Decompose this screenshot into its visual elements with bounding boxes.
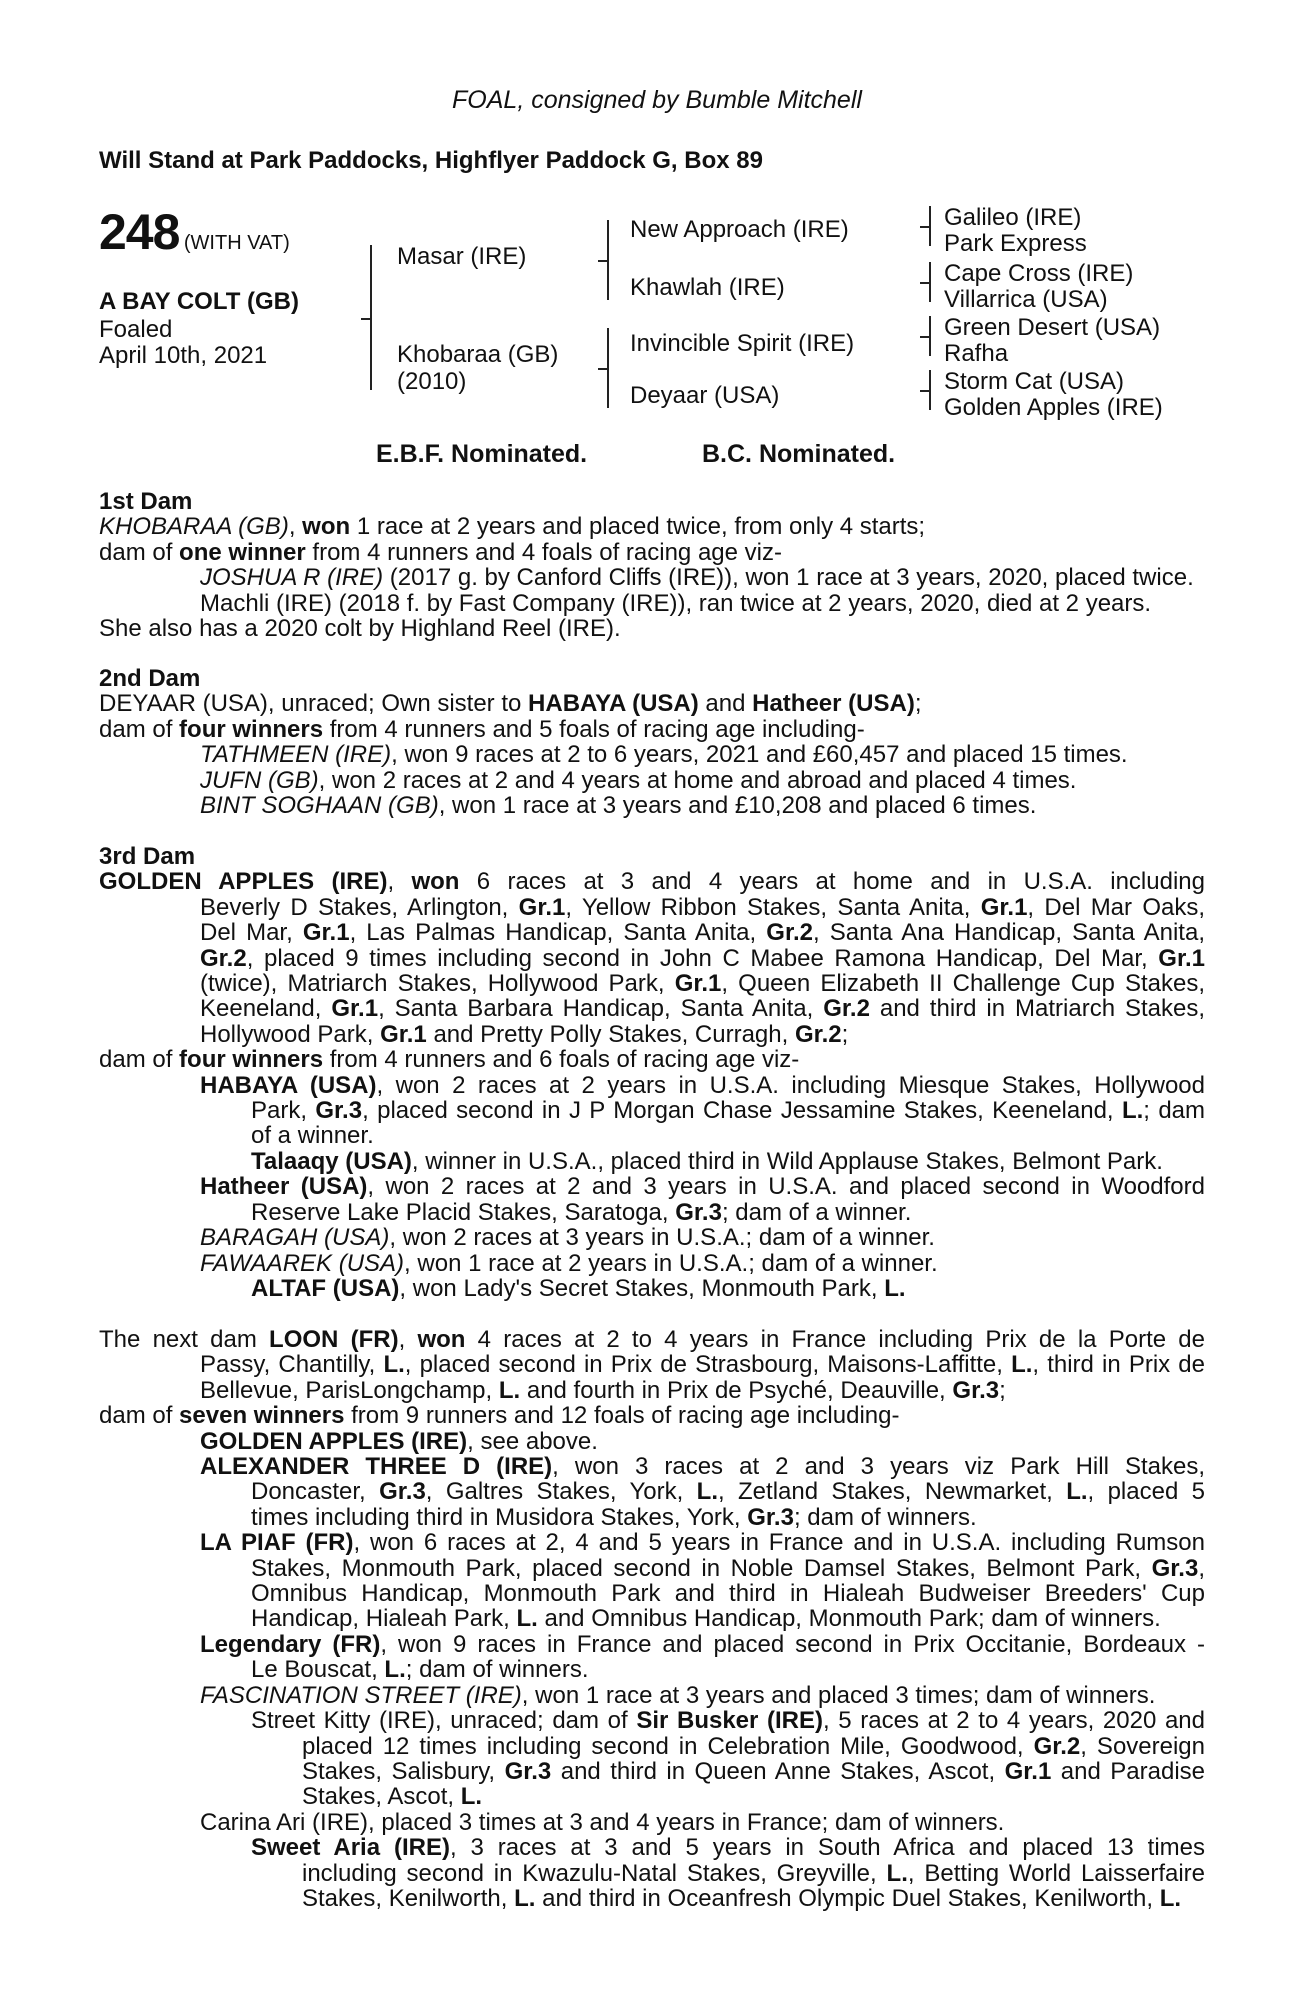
third-dam-hatheer-1: Hatheer (USA), won 2 races at 2 and 3 years in U.S.A. and placed second in Woodford	[200, 1173, 1205, 1201]
pedigree-dam-sire: Invincible Spirit (IRE)	[630, 330, 855, 357]
next-dam-sweet-aria-1: Sweet Aria (IRE), 3 races at 3 and 5 years in South Africa and placed 13 times	[251, 1834, 1205, 1862]
pedigree-ggs-8: Golden Apples (IRE)	[944, 394, 1163, 421]
third-dam-habaya-1: HABAYA (USA), won 2 races at 2 years in U.S.A. including Miesque Stakes, Hollywood	[200, 1071, 1205, 1099]
third-dam-habaya-3: of a winner.	[251, 1122, 374, 1150]
third-dam-golden-apples-7: Hollywood Park, Gr.1 and Pretty Polly Stakes, Curragh, Gr.2;	[200, 1020, 849, 1048]
next-dam-alexander-3: times including third in Musidora Stakes, York, Gr.3; dam of winners.	[251, 1503, 977, 1531]
first-dam-line-3: JOSHUA R (IRE) (2017 g. by Canford Cliffs (IRE)), won 1 race at 3 years, 2020, placed twice.	[200, 564, 1194, 592]
third-dam-golden-apples-5: (twice), Matriarch Stakes, Hollywood Park, Gr.1, Queen Elizabeth II Challenge Cup Stakes,	[200, 970, 1205, 998]
pedigree-ggs-7: Storm Cat (USA)	[944, 368, 1125, 395]
next-dam-street-kitty-2: placed 12 times including second in Celebration Mile, Goodwood, Gr.2, Sovereign	[302, 1732, 1206, 1760]
first-dam-section	[99, 489, 1205, 641]
second-dam-heading: 2nd Dam	[99, 665, 201, 692]
third-dam-golden-apples-3: Del Mar, Gr.1, Las Palmas Handicap, Santa Anita, Gr.2, Santa Ana Handicap, Santa Anita,	[200, 919, 1205, 947]
next-dam-produce-line: dam of seven winners from 9 runners and 12 foals of racing age including-	[99, 1402, 900, 1430]
pedigree-dam-dam: Deyaar (USA)	[630, 382, 780, 409]
second-dam-line-5: BINT SOGHAAN (GB), won 1 race at 3 years and £10,208 and placed 6 times.	[200, 792, 1037, 820]
second-dam-line-4: JUFN (GB), won 2 races at 2 and 4 years at home and abroad and placed 4 times.	[200, 766, 1077, 794]
next-dam-fascination-street: FASCINATION STREET (IRE), won 1 race at 3 years and placed 3 times; dam of winners.	[200, 1681, 1156, 1709]
third-dam-golden-apples-6: Keeneland, Gr.1, Santa Barbara Handicap, Santa Anita, Gr.2 and third in Matriarch Stakes,	[200, 995, 1205, 1023]
pedigree-brace-sire	[607, 220, 609, 300]
pedigree-brace-dam	[607, 328, 609, 408]
next-dam-carina-ari: Carina Ari (IRE), placed 3 times at 3 and 4 years in France; dam of winners.	[200, 1808, 1005, 1836]
third-dam-fawaarek: FAWAAREK (USA), won 1 race at 2 years in U.S.A.; dam of a winner.	[200, 1249, 938, 1277]
pedigree-sire: Masar (IRE)	[397, 243, 527, 270]
third-dam-section	[99, 844, 1205, 1301]
third-dam-hatheer-2: Reserve Lake Placid Stakes, Saratoga, Gr.3; dam of a winner.	[251, 1198, 912, 1226]
foaled-date: April 10th, 2021	[99, 342, 268, 369]
third-dam-talaaqy: Talaaqy (USA), winner in U.S.A., placed third in Wild Applause Stakes, Belmont Park.	[251, 1147, 1163, 1175]
next-dam-la-piaf-1: LA PIAF (FR), won 6 races at 2, 4 and 5 years in France and in U.S.A. including Rumson	[200, 1529, 1205, 1557]
next-dam-street-kitty-1: Street Kitty (IRE), unraced; dam of Sir Busker (IRE), 5 races at 2 to 4 years, 2020 and	[251, 1707, 1205, 1735]
pedigree-brace-ggs3	[929, 316, 931, 356]
stand-location: Will Stand at Park Paddocks, Highflyer Paddock G, Box 89	[99, 147, 763, 174]
next-dam-street-kitty-4: Stakes, Ascot, L.	[302, 1783, 483, 1811]
next-dam-la-piaf-4: Handicap, Hialeah Park, L. and Omnibus Handicap, Monmouth Park; dam of winners.	[251, 1605, 1161, 1633]
next-dam-loon-3: Bellevue, ParisLongchamp, L. and fourth in Prix de Psyché, Deauville, Gr.3;	[200, 1376, 1006, 1404]
pedigree-dam: Khobaraa (GB)	[397, 341, 559, 368]
pedigree-brace-ggs2	[929, 262, 931, 302]
next-dam-legendary-2: Le Bouscat, L.; dam of winners.	[251, 1656, 589, 1684]
pedigree-ggs-3: Cape Cross (IRE)	[944, 260, 1134, 287]
second-dam-section	[99, 666, 1205, 818]
pedigree-ggs-2: Park Express	[944, 230, 1087, 257]
next-dam-la-piaf-3: Omnibus Handicap, Monmouth Park and third in Hialeah Budweiser Breeders' Cup	[251, 1580, 1205, 1608]
third-dam-golden-apples-4: Gr.2, placed 9 times including second in John C Mabee Ramona Handicap, Del Mar, Gr.1	[200, 944, 1205, 972]
first-dam-line-5: She also has a 2020 colt by Highland Reel (IRE).	[99, 615, 621, 643]
next-dam-la-piaf-2: Stakes, Monmouth Park, placed second in Noble Damsel Stakes, Belmont Park, Gr.3,	[251, 1554, 1205, 1582]
third-dam-golden-apples-1: GOLDEN APPLES (IRE), won 6 races at 3 and 4 years at home and in U.S.A. including	[99, 868, 1205, 896]
pedigree-sire-dam: Khawlah (IRE)	[630, 274, 785, 301]
pedigree-ggs-1: Galileo (IRE)	[944, 204, 1082, 231]
next-dam-loon-1: The next dam LOON (FR), won 4 races at 2 to 4 years in France including Prix de la Porte de	[99, 1326, 1205, 1353]
pedigree-brace-ggs1	[929, 206, 931, 246]
third-dam-altaf: ALTAF (USA), won Lady's Secret Stakes, Monmouth Park, L.	[251, 1274, 906, 1302]
next-dam-sweet-aria-2: including second in Kwazulu-Natal Stakes, Greyville, L., Betting World Laisserfaire	[302, 1859, 1206, 1887]
lot-number: 248	[99, 204, 180, 260]
pedigree-brace-ggs4	[929, 370, 931, 410]
pedigree-ggs-5: Green Desert (USA)	[944, 314, 1161, 341]
foaled-label: Foaled	[99, 316, 173, 343]
second-dam-line-2: dam of four winners from 4 runners and 5 foals of racing age including-	[99, 715, 865, 743]
bc-nomination: B.C. Nominated.	[702, 440, 896, 468]
next-dam-street-kitty-3: Stakes, Salisbury, Gr.3 and third in Queen Anne Stakes, Ascot, Gr.1 and Paradise	[302, 1757, 1205, 1785]
third-dam-baragah: BARAGAH (USA), won 2 races at 3 years in U.S.A.; dam of a winner.	[200, 1224, 935, 1252]
page-title: FOAL, consigned by Bumble Mitchell	[452, 86, 862, 114]
third-dam-heading: 3rd Dam	[99, 843, 196, 870]
third-dam-golden-apples-2: Beverly D Stakes, Arlington, Gr.1, Yellow Ribbon Stakes, Santa Anita, Gr.1, Del Mar Oaks,	[200, 893, 1205, 921]
pedigree-dam-year: (2010)	[397, 368, 467, 395]
lot-number-row	[99, 203, 290, 261]
next-dam-alexander-1: ALEXANDER THREE D (IRE), won 3 races at 2 and 3 years viz Park Hill Stakes,	[200, 1453, 1206, 1481]
first-dam-line-2: dam of one winner from 4 runners and 4 foals of racing age viz-	[99, 538, 782, 566]
lot-description: A BAY COLT (GB)	[99, 288, 300, 315]
vat-label: (WITH VAT)	[183, 232, 290, 254]
first-dam-line-4: Machli (IRE) (2018 f. by Fast Company (IRE)), ran twice at 2 years, 2020, died at 2 years.	[200, 589, 1152, 617]
next-dam-golden-apples: GOLDEN APPLES (IRE), see above.	[200, 1427, 598, 1455]
pedigree-ggs-4: Villarrica (USA)	[944, 286, 1108, 313]
next-dam-legendary-1: Legendary (FR), won 9 races in France and placed second in Prix Occitanie, Bordeaux -	[200, 1630, 1205, 1658]
next-dam-alexander-2: Doncaster, Gr.3, Galtres Stakes, York, L., Zetland Stakes, Newmarket, L., placed 5	[251, 1478, 1205, 1506]
pedigree-brace-main	[370, 245, 372, 390]
pedigree-ggs-6: Rafha	[944, 340, 1009, 367]
next-dam-sweet-aria-3: Stakes, Kenilworth, L. and third in Oceanfresh Olympic Duel Stakes, Kenilworth, L.	[302, 1884, 1182, 1912]
second-dam-line-3: TATHMEEN (IRE), won 9 races at 2 to 6 years, 2021 and £60,457 and placed 15 times.	[200, 741, 1128, 769]
next-dam-section	[99, 1327, 1205, 1911]
pedigree-sire-sire: New Approach (IRE)	[630, 216, 849, 243]
second-dam-line-1: DEYAAR (USA), unraced; Own sister to HABAYA (USA) and Hatheer (USA);	[99, 690, 922, 718]
first-dam-line-1: KHOBARAA (GB), won 1 race at 2 years and placed twice, from only 4 starts;	[99, 513, 926, 541]
first-dam-heading: 1st Dam	[99, 488, 193, 515]
next-dam-loon-2: Passy, Chantilly, L., placed second in Prix de Strasbourg, Maisons-Laffitte, L., third in Prix de	[200, 1351, 1205, 1379]
ebf-nomination: E.B.F. Nominated.	[376, 440, 588, 468]
third-dam-produce-line: dam of four winners from 4 runners and 6 foals of racing age viz-	[99, 1046, 800, 1074]
third-dam-habaya-2: Park, Gr.3, placed second in J P Morgan Chase Jessamine Stakes, Keeneland, L.; dam	[251, 1097, 1206, 1125]
